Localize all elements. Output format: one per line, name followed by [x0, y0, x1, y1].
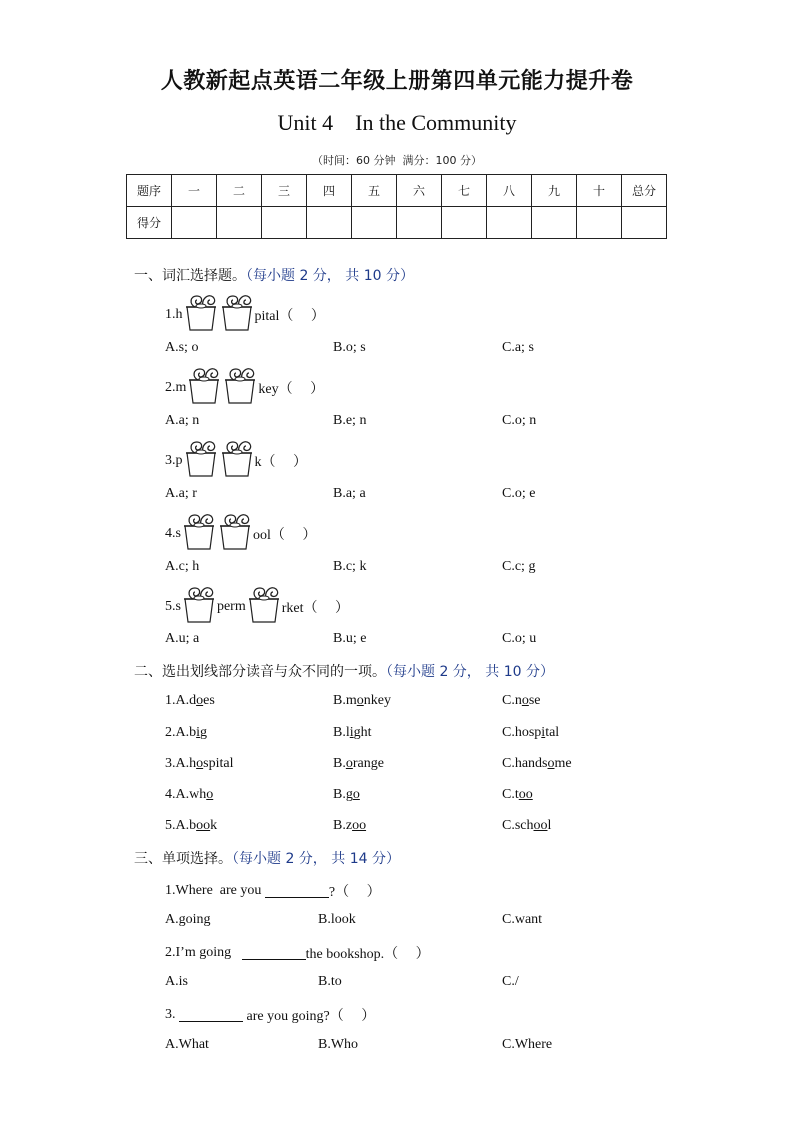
underlined-letters: o [196, 693, 204, 708]
table-cell: 一 [172, 175, 217, 207]
score-input-cell[interactable] [307, 207, 352, 239]
option-text: 1.A.d [165, 693, 197, 708]
table-cell: 得分 [127, 207, 172, 239]
table-cell: 十 [577, 175, 622, 207]
option-c[interactable]: C.o; u [502, 631, 537, 646]
option-text: range [352, 756, 384, 771]
underlined-letters: oo [518, 787, 533, 802]
phonics-option[interactable] [502, 725, 559, 741]
phonics-option[interactable] [165, 787, 213, 803]
option-text: spital [203, 756, 234, 771]
option-text: C.hands [502, 756, 548, 771]
exam-info: （时间：60 分钟 满分：100 分） [312, 154, 482, 167]
question-text: the bookshop.（ ） [305, 947, 430, 962]
answer-blank[interactable] [179, 1009, 243, 1022]
option-text: es [203, 693, 215, 708]
question-suffix: ool（ ） [252, 527, 317, 543]
score-input-cell[interactable] [217, 207, 262, 239]
answer-blank[interactable] [265, 885, 329, 898]
phonics-option[interactable] [502, 787, 533, 803]
option-text: 3.A.h [165, 756, 197, 771]
table-cell: 三 [262, 175, 307, 207]
option-text: ght [353, 725, 372, 740]
option-a[interactable]: A.What [165, 1037, 209, 1052]
phonics-option[interactable] [333, 787, 360, 803]
option-text: B.g [333, 787, 353, 802]
underlined-letters: o [206, 787, 214, 802]
score-table [126, 174, 667, 239]
option-text: 4.A.wh [165, 787, 207, 802]
phonics-option[interactable] [165, 693, 215, 709]
option-a[interactable]: A.c; h [165, 559, 200, 574]
underlined-letters: o [352, 787, 360, 802]
section1-heading [134, 265, 414, 285]
option-c[interactable]: C.want [502, 912, 543, 927]
section1-heading-prefix: 一、词汇选择题。 [134, 268, 246, 284]
underlined-letters: i [196, 725, 201, 740]
answer-blank[interactable] [242, 947, 306, 960]
vocab-question-1 [165, 293, 325, 336]
vocab-question-3 [165, 439, 307, 482]
section1-heading-points: （每小题 2 分， 共 10 分） [246, 268, 414, 284]
underlined-letters: i [349, 725, 354, 740]
underlined-letters: oo [352, 818, 367, 833]
table-cell: 题序 [127, 175, 172, 207]
option-text: me [554, 756, 572, 771]
option-text: se [528, 693, 541, 708]
phonics-option[interactable] [333, 756, 384, 772]
question-prefix: 2.m [165, 379, 187, 395]
score-table-header-row [127, 175, 667, 207]
table-cell: 七 [442, 175, 487, 207]
score-input-cell[interactable] [442, 207, 487, 239]
score-table-score-row [127, 207, 667, 239]
question-text: 1.Where are you [165, 883, 265, 898]
option-c[interactable]: C.a; s [502, 340, 534, 355]
phonics-option[interactable] [502, 756, 572, 772]
section2-heading [134, 661, 554, 681]
question-text: ?（ ） [328, 885, 381, 900]
question-suffix: key（ ） [258, 381, 325, 397]
option-text: l [547, 818, 552, 833]
option-text: 2.A.b [165, 725, 197, 740]
section3-heading-points: （每小题 2 分， 共 14 分） [232, 851, 400, 867]
option-a[interactable]: A.u; a [165, 631, 200, 646]
option-c[interactable]: C.Where [502, 1037, 553, 1052]
option-a[interactable]: A.a; r [165, 486, 197, 501]
vocab-question-2 [165, 366, 324, 409]
page-title: 人教新起点英语二年级上册第四单元能力提升卷 [160, 69, 634, 94]
underlined-letters: o [345, 756, 353, 771]
score-input-cell[interactable] [172, 207, 217, 239]
question-prefix: 5.s [165, 598, 181, 614]
question-suffix: pital（ ） [254, 308, 325, 324]
table-cell: 八 [487, 175, 532, 207]
underlined-letters: o [356, 693, 364, 708]
flower-pots-icon [183, 439, 255, 482]
option-text: tal [545, 725, 560, 740]
question-text: 3. [165, 1007, 179, 1022]
option-a[interactable]: A.is [165, 974, 188, 989]
score-input-cell[interactable] [262, 207, 307, 239]
phonics-option[interactable] [333, 693, 391, 709]
option-text: C.sch [502, 818, 534, 833]
question-prefix: 3.p [165, 452, 183, 468]
question-suffix: k（ ） [254, 454, 307, 470]
score-input-cell[interactable] [487, 207, 532, 239]
score-input-cell[interactable] [622, 207, 667, 239]
question-prefix: 1.h [165, 306, 183, 322]
vocab-question-5 [165, 585, 349, 628]
table-cell: 总分 [622, 175, 667, 207]
phonics-option[interactable] [333, 818, 366, 834]
flower-pots-icon [186, 366, 258, 409]
mc-question-3 [165, 1005, 375, 1025]
option-text: C.hosp [502, 725, 542, 740]
option-c[interactable]: C.o; n [502, 413, 537, 428]
question-text: are you going?（ ） [243, 1009, 376, 1024]
flower-pot-icon [181, 585, 217, 628]
table-cell: 四 [307, 175, 352, 207]
score-input-cell[interactable] [397, 207, 442, 239]
option-b[interactable]: B.u; e [333, 631, 367, 646]
section2-heading-prefix: 二、选出划线部分读音与众不同的一项。 [134, 664, 386, 680]
section3-heading [134, 848, 400, 868]
phonics-option[interactable] [165, 756, 233, 772]
option-b[interactable]: B.a; a [333, 486, 366, 501]
score-input-cell[interactable] [532, 207, 577, 239]
option-c[interactable]: C.o; e [502, 486, 536, 501]
option-a[interactable]: A.going [165, 912, 211, 927]
score-input-cell[interactable] [352, 207, 397, 239]
underlined-letters: oo [196, 818, 211, 833]
flower-pots-icon [183, 293, 255, 336]
option-text: C.t [502, 787, 519, 802]
option-text: k [210, 818, 218, 833]
option-text: C.n [502, 693, 522, 708]
option-text: B.z [333, 818, 353, 833]
option-b[interactable]: B.o; s [333, 340, 366, 355]
underlined-letters: i [541, 725, 546, 740]
option-text: B.m [333, 693, 357, 708]
option-c[interactable]: C./ [502, 974, 519, 989]
underlined-letters: o [547, 756, 555, 771]
table-cell: 九 [532, 175, 577, 207]
section3-heading-prefix: 三、单项选择。 [134, 851, 232, 867]
underlined-letters: o [196, 756, 204, 771]
mc-question-1 [165, 881, 381, 901]
option-text: 5.A.b [165, 818, 197, 833]
phonics-option[interactable] [502, 693, 541, 709]
mc-question-2 [165, 943, 430, 963]
option-c[interactable]: C.c; g [502, 559, 536, 574]
option-a[interactable]: A.s; o [165, 340, 199, 355]
page-subtitle: Unit 4 In the Community [277, 110, 517, 135]
option-text: B.l [333, 725, 350, 740]
section2-heading-points: （每小题 2 分， 共 10 分） [386, 664, 554, 680]
table-cell: 六 [397, 175, 442, 207]
phonics-option[interactable] [165, 818, 217, 834]
question-prefix: 4.s [165, 525, 181, 541]
underlined-letters: o [521, 693, 529, 708]
option-text: B. [333, 756, 346, 771]
phonics-option[interactable] [333, 725, 372, 741]
option-b[interactable]: B.look [318, 912, 356, 927]
flower-pot-icon [246, 585, 282, 628]
question-text: 2.I’m going [165, 945, 242, 960]
underlined-letters: oo [533, 818, 548, 833]
score-input-cell[interactable] [577, 207, 622, 239]
table-cell: 二 [217, 175, 262, 207]
option-b[interactable]: B.e; n [333, 413, 367, 428]
option-b[interactable]: B.to [318, 974, 342, 989]
phonics-option[interactable] [502, 818, 551, 834]
option-text: nkey [363, 693, 391, 708]
question-middle: perm [216, 598, 246, 614]
table-cell: 五 [352, 175, 397, 207]
option-a[interactable]: A.a; n [165, 413, 200, 428]
question-suffix: rket（ ） [281, 600, 349, 616]
option-b[interactable]: B.Who [318, 1037, 359, 1052]
vocab-question-4 [165, 512, 316, 555]
option-text: g [200, 725, 208, 740]
phonics-option[interactable] [165, 725, 207, 741]
flower-pots-icon [181, 512, 253, 555]
option-b[interactable]: B.c; k [333, 559, 367, 574]
